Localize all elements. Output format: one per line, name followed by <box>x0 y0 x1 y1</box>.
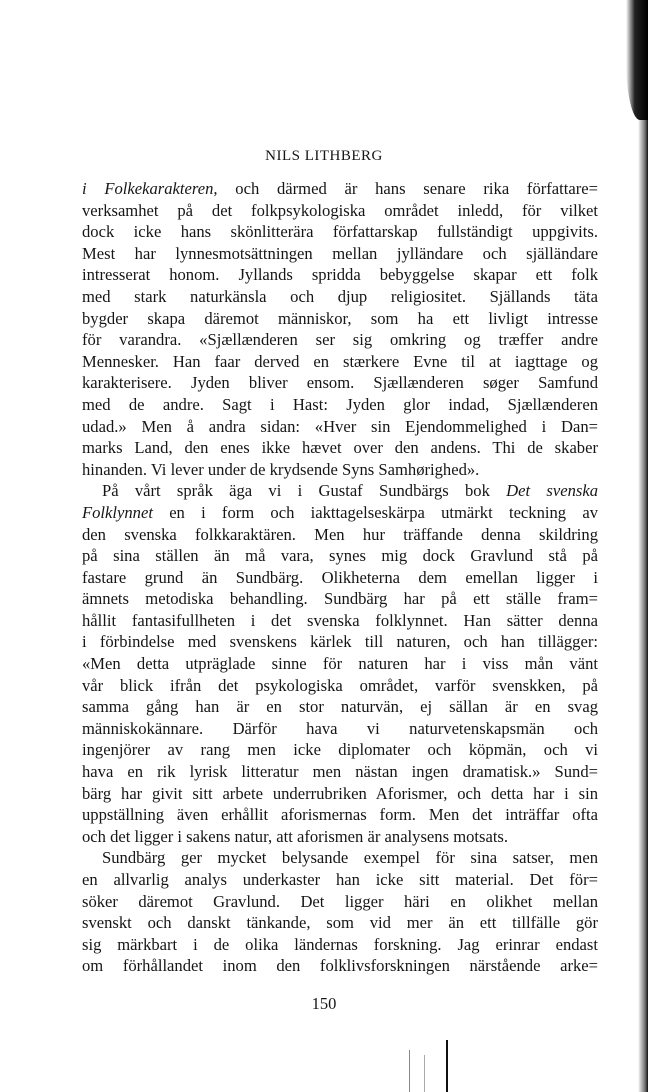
page-number: 150 <box>311 994 337 1013</box>
text-line: svenskt och danskt tänkande, som vid mer än ett tillfälle gör <box>82 913 598 933</box>
text-line: om förhållandet inom den folklivsforskningen närstående arke= <box>82 956 598 976</box>
text-line: i Folkekarakteren, och därmed är hans senare rika författare= <box>82 179 598 198</box>
text-line: vår blick ifrån det psykologiska området, varför svenskken, på <box>82 675 598 695</box>
text-line: fastare grund än Sundbärg. Olikheterna dem emellan ligger i <box>82 567 598 587</box>
text-line: med de andre. Sagt i Hast: Jyden glor indad, Sjællænderen <box>82 394 598 414</box>
text-line: hållit fantasifullheten i det svenska folklynnet. Han sätter denna <box>82 610 598 630</box>
text-line: karakterisere. Jyden bliver ensom. Sjællænderen søger Samfund <box>82 373 598 393</box>
text-line: hava en rik lyrisk litteratur men nästan ingen dramatisk.» Sund= <box>82 762 598 782</box>
text-line: bärg har givit sitt arbete underrubriken Aforismer, och detta har i sin <box>82 783 598 803</box>
gutter-mark <box>409 1050 410 1092</box>
gutter-mark <box>424 1055 425 1092</box>
paragraph <box>82 847 598 977</box>
text-line: dock icke hans skönlitterära författarskap fullständigt uppgivits. <box>82 222 598 242</box>
text-line: Mennesker. Han faar derved en stærkere Evne til at iagttage og <box>82 351 598 371</box>
text-line: den svenska folkkaraktären. Men hur träffande denna skildring <box>82 524 598 544</box>
text-line: «Men detta utpräglade sinne för naturen har i viss mån vänt <box>82 654 598 674</box>
text-line: uppställning även erhållit aforismernas form. Men det inträffar ofta <box>82 805 598 825</box>
text-line: med stark naturkänsla och djup religiositet. Själlands täta <box>82 286 598 306</box>
running-head: NILS LITHBERG <box>265 148 383 164</box>
text-line: sig märkbart i de olika ländernas forskning. Jag erinrar endast <box>82 934 598 954</box>
gutter-mark <box>446 1040 448 1092</box>
text-line: verksamhet på det folkpsykologiska området inledd, för vilket <box>82 200 598 220</box>
page-edge-tab <box>626 0 648 120</box>
text-line: Folklynnet en i form och iakttagelseskärpa utmärkt teckning av <box>82 502 598 522</box>
text-line: marks Land, den enes ikke hævet over den andens. Thi de skaber <box>82 438 598 458</box>
body-text <box>82 178 598 977</box>
text-line: intresserat honom. Jyllands spridda bebyggelse skapar ett folk <box>82 265 598 285</box>
text-line: Mest har lynnesmotsättningen mellan jylländare och själländare <box>82 243 598 263</box>
text-line: bygder skapa däremot människor, som ha ett livligt intresse <box>82 308 598 328</box>
text-line: ämnets metodiska behandling. Sundbärg har på ett ställe fram= <box>82 589 598 609</box>
text-line: på sina ställen än må vara, synes mig dock Gravlund stå på <box>82 546 598 566</box>
text-line: Sundbärg ger mycket belysande exempel för sina satser, men <box>102 848 598 868</box>
paragraph <box>82 480 598 847</box>
text-line: och det ligger i sakens natur, att aforismen är analysens motsats. <box>82 826 509 846</box>
text-line: människokännare. Därför hava vi naturvetenskapsmän och <box>82 718 598 738</box>
text-line: samma gång han är en stor naturvän, ej sällan är en svag <box>82 697 598 717</box>
text-line: söker däremot Gravlund. Det ligger häri en olikhet mellan <box>82 891 598 911</box>
paragraph <box>82 178 598 480</box>
text-line: ingenjörer av rang men icke diplomater och köpmän, och vi <box>82 740 598 760</box>
text-line: för varandra. «Sjællænderen ser sig omkring og træffer andre <box>82 330 598 350</box>
text-line: På vårt språk äga vi i Gustaf Sundbärgs bok Det svenska <box>102 481 599 501</box>
text-line: i förbindelse med svenskens kärlek till naturen, och han tillägger: <box>82 632 598 652</box>
text-line: en allvarlig analys underkaster han icke sitt material. Det för= <box>82 870 598 889</box>
text-line: hinanden. Vi lever under de krydsende Syns Samhørighed». <box>82 459 480 479</box>
text-line: udad.» Men å andra sidan: «Hver sin Ejendommelighed i Dan= <box>82 416 598 436</box>
